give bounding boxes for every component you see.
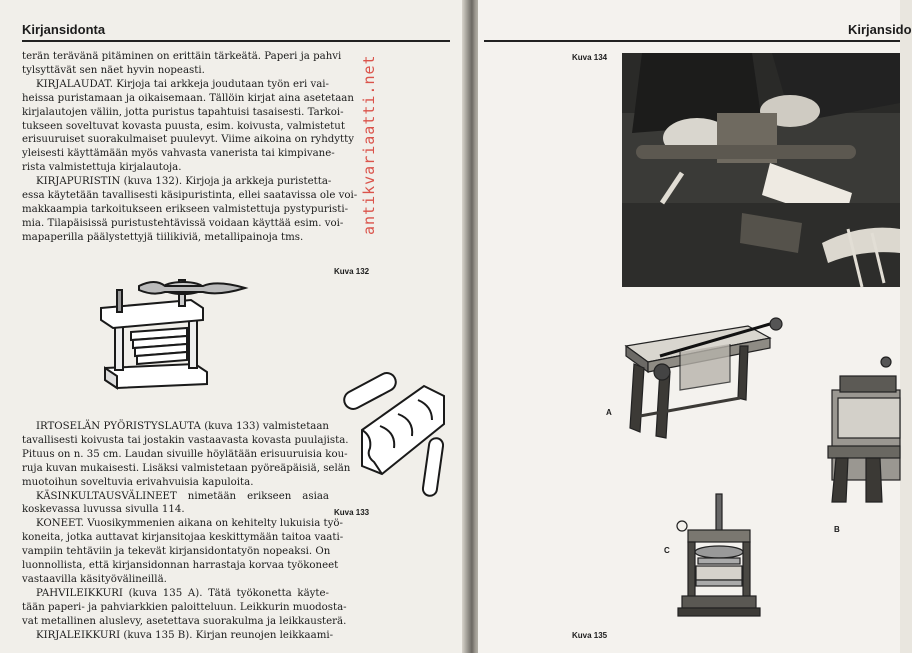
text-block-lower (22, 420, 351, 643)
text-line: mia. Tilapäisissä puristustehtävissä voidaan käyttää esim. voi- (22, 217, 344, 229)
text-line: Pituus on n. 35 cm. Laudan sivuille höylätään erisuuruisia kou- (22, 448, 348, 460)
text-line: muotoihun soveltuvia erivahvuisia kapuloita. (22, 476, 254, 488)
text-line: koskevassa luvussa sivulla 114. (22, 504, 185, 516)
text-line: erisuuruiset suorakulmaiset puulevyt. Viime aikoina on ryhdytty (22, 134, 354, 146)
text-line: vampiin tehtäviin ja tekevät kirjansidontatyön nopeaksi. On (22, 546, 331, 558)
text-line: tylsyttävät sen näet hyvin nopeasti. (22, 64, 205, 76)
text-line: mapaperilla päälystettyjä tiilikiviä, metallipainoja tms. (22, 231, 304, 243)
text-line: essa käytetään tavallisesti käsipuristinta, ellei saatavissa ole voi- (22, 190, 358, 202)
caption-kuva-135: Kuva 135 (572, 631, 608, 640)
book-press-illustration (95, 276, 255, 402)
caption-kuva-132: Kuva 132 (334, 267, 370, 276)
running-head-left: Kirjansidonta (22, 22, 106, 37)
text-line: KIRJAPURISTIN (kuva 132). Kirjoja ja arkkeja puristetta- (36, 176, 332, 188)
running-head-right: Kirjansido (848, 22, 912, 37)
text-line: KIRJALAUDAT. Kirjoja tai arkkeja joudutaan työn eri vai- (36, 78, 329, 90)
text-line: heissa puristamaan ja oikaisemaan. Tällöin kirjat aina asetetaan (22, 92, 354, 104)
text-line: yleisesti käyttämään myös vahvasta vanerista tai kimpivane- (22, 148, 335, 160)
text-line: vat metallinen aluslevy, asetettava suorakulma ja leikkausterä. (22, 615, 347, 627)
text-line: tään paperi- ja pahviarkkien paloitteluun. Leikkurin muodosta- (22, 601, 347, 613)
text-line: ruja kuvan mukaisesti. Lisäksi valmistetaan pyöreäpäisiä, selän (22, 462, 351, 474)
text-line: tavallisesti koivusta tai jostakin vastaavasta kovasta puulajista. (22, 434, 349, 446)
rounding-board-illustration (340, 374, 450, 502)
right-page (478, 0, 912, 653)
book-cutter-illustration (826, 356, 900, 506)
figure-letter-c: C (664, 546, 670, 555)
text-line: rista valmistettuja kirjalautoja. (22, 162, 182, 174)
caption-kuva-133: Kuva 133 (334, 508, 370, 517)
text-line: tukseen soveltuvat kovasta puusta, esim. koivusta, valmistetut (22, 120, 345, 132)
text-line: terän terävänä pitäminen on erittäin tärkeätä. Paperi ja pahvi (22, 51, 342, 62)
header-rule-left (22, 40, 450, 42)
standing-press-illustration (674, 492, 764, 620)
photo-book-press-in-use (622, 53, 900, 287)
header-rule-right (484, 40, 900, 42)
text-line: makkaampia tarkoitukseen erikseen valmistettuja pystypuristi- (22, 203, 349, 215)
text-line: KONEET. Vuosikymmenien aikana on kehitelty lukuisia työ- (36, 518, 343, 530)
figure-letter-b: B (834, 525, 840, 534)
text-line: luonnollista, että kirjansidonnan harrastaja korvaa työkoneet (22, 560, 339, 572)
watermark: antikvariaatti.net (360, 54, 378, 235)
text-block-upper (22, 50, 358, 245)
text-line: vastaavilla käsityövälineillä. (22, 573, 167, 585)
text-line: kirjalautojen väliin, jotta puristus tapahtuisi tasaisesti. Tarkoi- (22, 106, 344, 118)
figure-letter-a: A (606, 408, 612, 417)
caption-kuva-134: Kuva 134 (572, 53, 608, 62)
text-line: PAHVILEIKKURI (kuva 135 A). Tätä työkonetta käyte- (36, 587, 329, 599)
text-line: KIRJALEIKKURI (kuva 135 B). Kirjan reunojen leikkaami- (36, 629, 334, 641)
board-cutter-illustration (620, 316, 792, 440)
text-line: koneita, jotka auttavat kirjansitojaa keskittymään taitoa vaati- (22, 532, 344, 544)
text-line: KÄSINKULTAUSVÄLINEET nimetään erikseen asiaa (36, 490, 329, 502)
text-line: IRTOSELÄN PYÖRISTYSLAUTA (kuva 133) valmistetaan (36, 421, 329, 432)
